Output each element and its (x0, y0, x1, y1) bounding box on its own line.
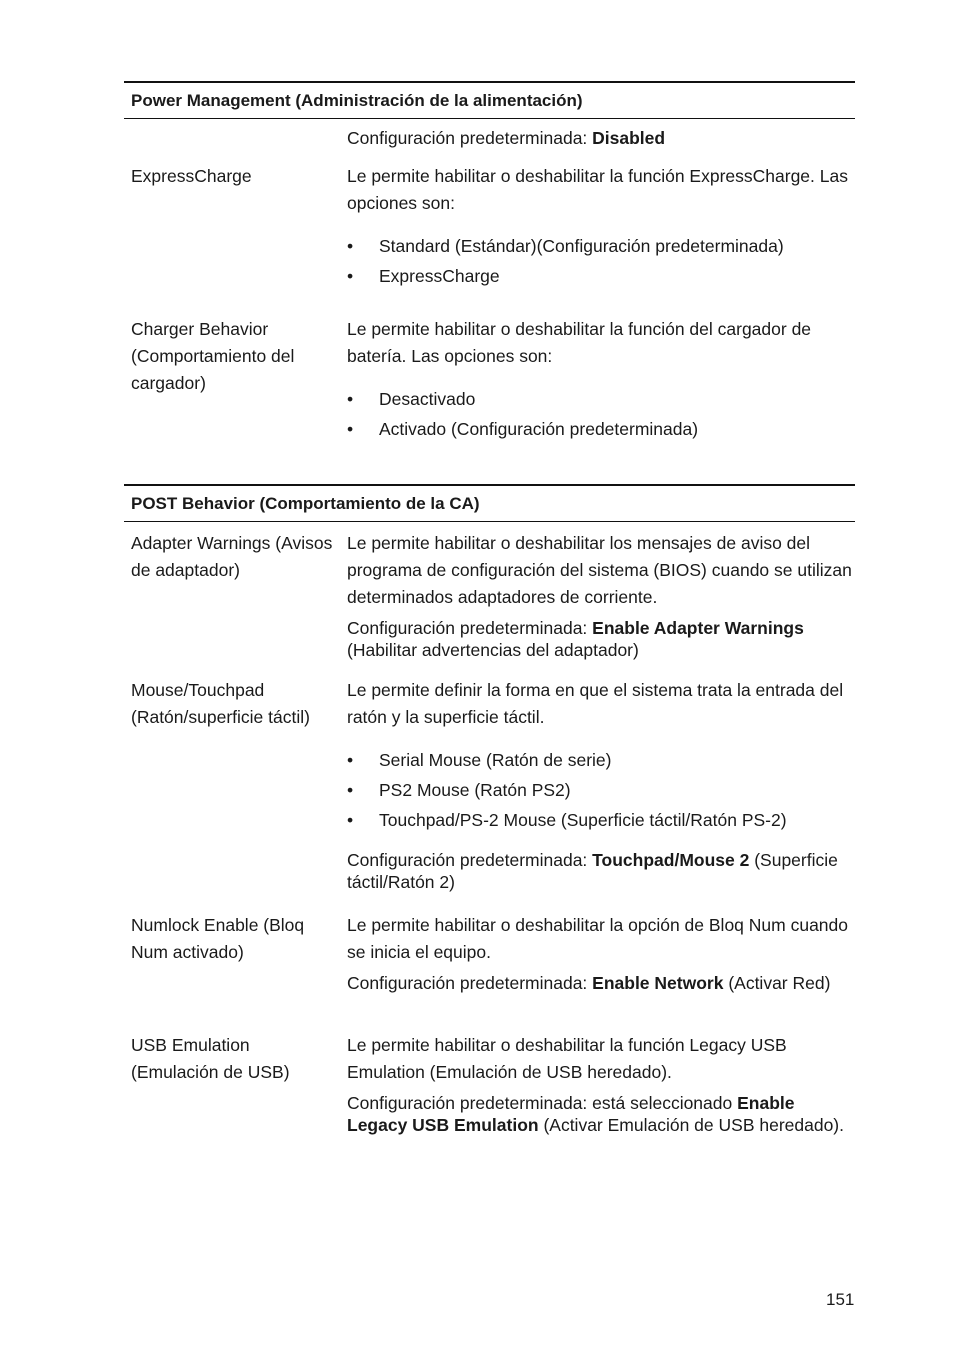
default-value: Disabled (592, 128, 666, 148)
default-value: Enable Adapter Warnings (592, 618, 804, 638)
default-suffix: (Habilitar advertencias del adaptador) (347, 640, 639, 660)
post-behavior-section (124, 484, 855, 1184)
page-number: 151 (826, 1290, 855, 1309)
default-suffix: (Superficie táctil/Ratón 2) (347, 850, 838, 892)
default-label: Configuración predeterminada: (347, 973, 593, 993)
numlock-description: Le permite habilitar o deshabilitar la opción de Bloq Num cuando se inicia el equipo. (347, 915, 848, 962)
list-item: • Standard (Estándar)(Configuración predeterminada) (347, 231, 852, 261)
mouse-touchpad-label: Mouse/Touchpad (Ratón/superficie táctil) (131, 680, 310, 727)
usb-emulation-label: USB Emulation (Emulación de USB) (131, 1035, 290, 1082)
mouse-touchpad-options (347, 745, 852, 835)
expresscharge-description: Le permite habilitar o deshabilitar la función ExpressCharge. Las opciones son: (347, 166, 848, 213)
usb-emulation-description-block (347, 1032, 852, 1136)
charger-behavior-description-block (347, 316, 852, 444)
charger-behavior-label: Charger Behavior (Comportamiento del cargador) (131, 319, 295, 393)
default-value: Enable Legacy USB Emulation (347, 1093, 795, 1135)
list-item: • Touchpad/PS-2 Mouse (Superficie táctil/Ratón PS-2) (347, 805, 852, 835)
power-management-section (124, 81, 855, 461)
adapter-warnings-description: Le permite habilitar o deshabilitar los mensajes de aviso del programa de configuración del sistema (BIOS) cuando se utilizan determinados adaptadores de corriente. (347, 533, 852, 607)
mouse-touchpad-default (347, 849, 852, 893)
numlock-description-block (347, 912, 852, 994)
default-label: Configuración predeterminada: (347, 850, 593, 870)
expresscharge-label: ExpressCharge (131, 166, 252, 186)
usb-emulation-description: Le permite habilitar o deshabilitar la función Legacy USB Emulation (Emulación de USB heredado). (347, 1035, 787, 1082)
post-behavior-header: POST Behavior (Comportamiento de la CA) (124, 484, 855, 522)
list-item: • PS2 Mouse (Ratón PS2) (347, 775, 852, 805)
expresscharge-description-block (347, 163, 852, 291)
list-item: • Serial Mouse (Ratón de serie) (347, 745, 852, 775)
mouse-touchpad-description: Le permite definir la forma en que el sistema trata la entrada del ratón y la superficie táctil. (347, 680, 844, 727)
default-label: Configuración predeterminada: (347, 128, 593, 148)
default-value: Enable Network (592, 973, 724, 993)
adapter-warnings-default (347, 617, 852, 661)
list-item: • Desactivado (347, 384, 852, 414)
expresscharge-options (347, 231, 852, 291)
default-value: Touchpad/Mouse 2 (592, 850, 750, 870)
adapter-warnings-description-block (347, 530, 852, 661)
default-label: Configuración predeterminada: (347, 618, 593, 638)
default-label: Configuración predeterminada: está seleccionado (347, 1093, 738, 1113)
default-suffix: (Activar Red) (723, 973, 831, 993)
default-suffix: (Activar Emulación de USB heredado). (538, 1115, 844, 1135)
power-management-header: Power Management (Administración de la alimentación) (124, 81, 855, 119)
list-item: • ExpressCharge (347, 261, 852, 291)
top-default-setting (347, 125, 852, 152)
adapter-warnings-label: Adapter Warnings (Avisos de adaptador) (131, 533, 333, 580)
numlock-label: Numlock Enable (Bloq Num activado) (131, 915, 305, 962)
list-item: • Activado (Configuración predeterminada) (347, 414, 852, 444)
charger-behavior-description: Le permite habilitar o deshabilitar la función del cargador de batería. Las opciones son: (347, 319, 812, 366)
usb-emulation-default (347, 1092, 852, 1136)
charger-behavior-options (347, 384, 852, 444)
mouse-touchpad-description-block (347, 677, 852, 893)
numlock-default (347, 972, 852, 994)
